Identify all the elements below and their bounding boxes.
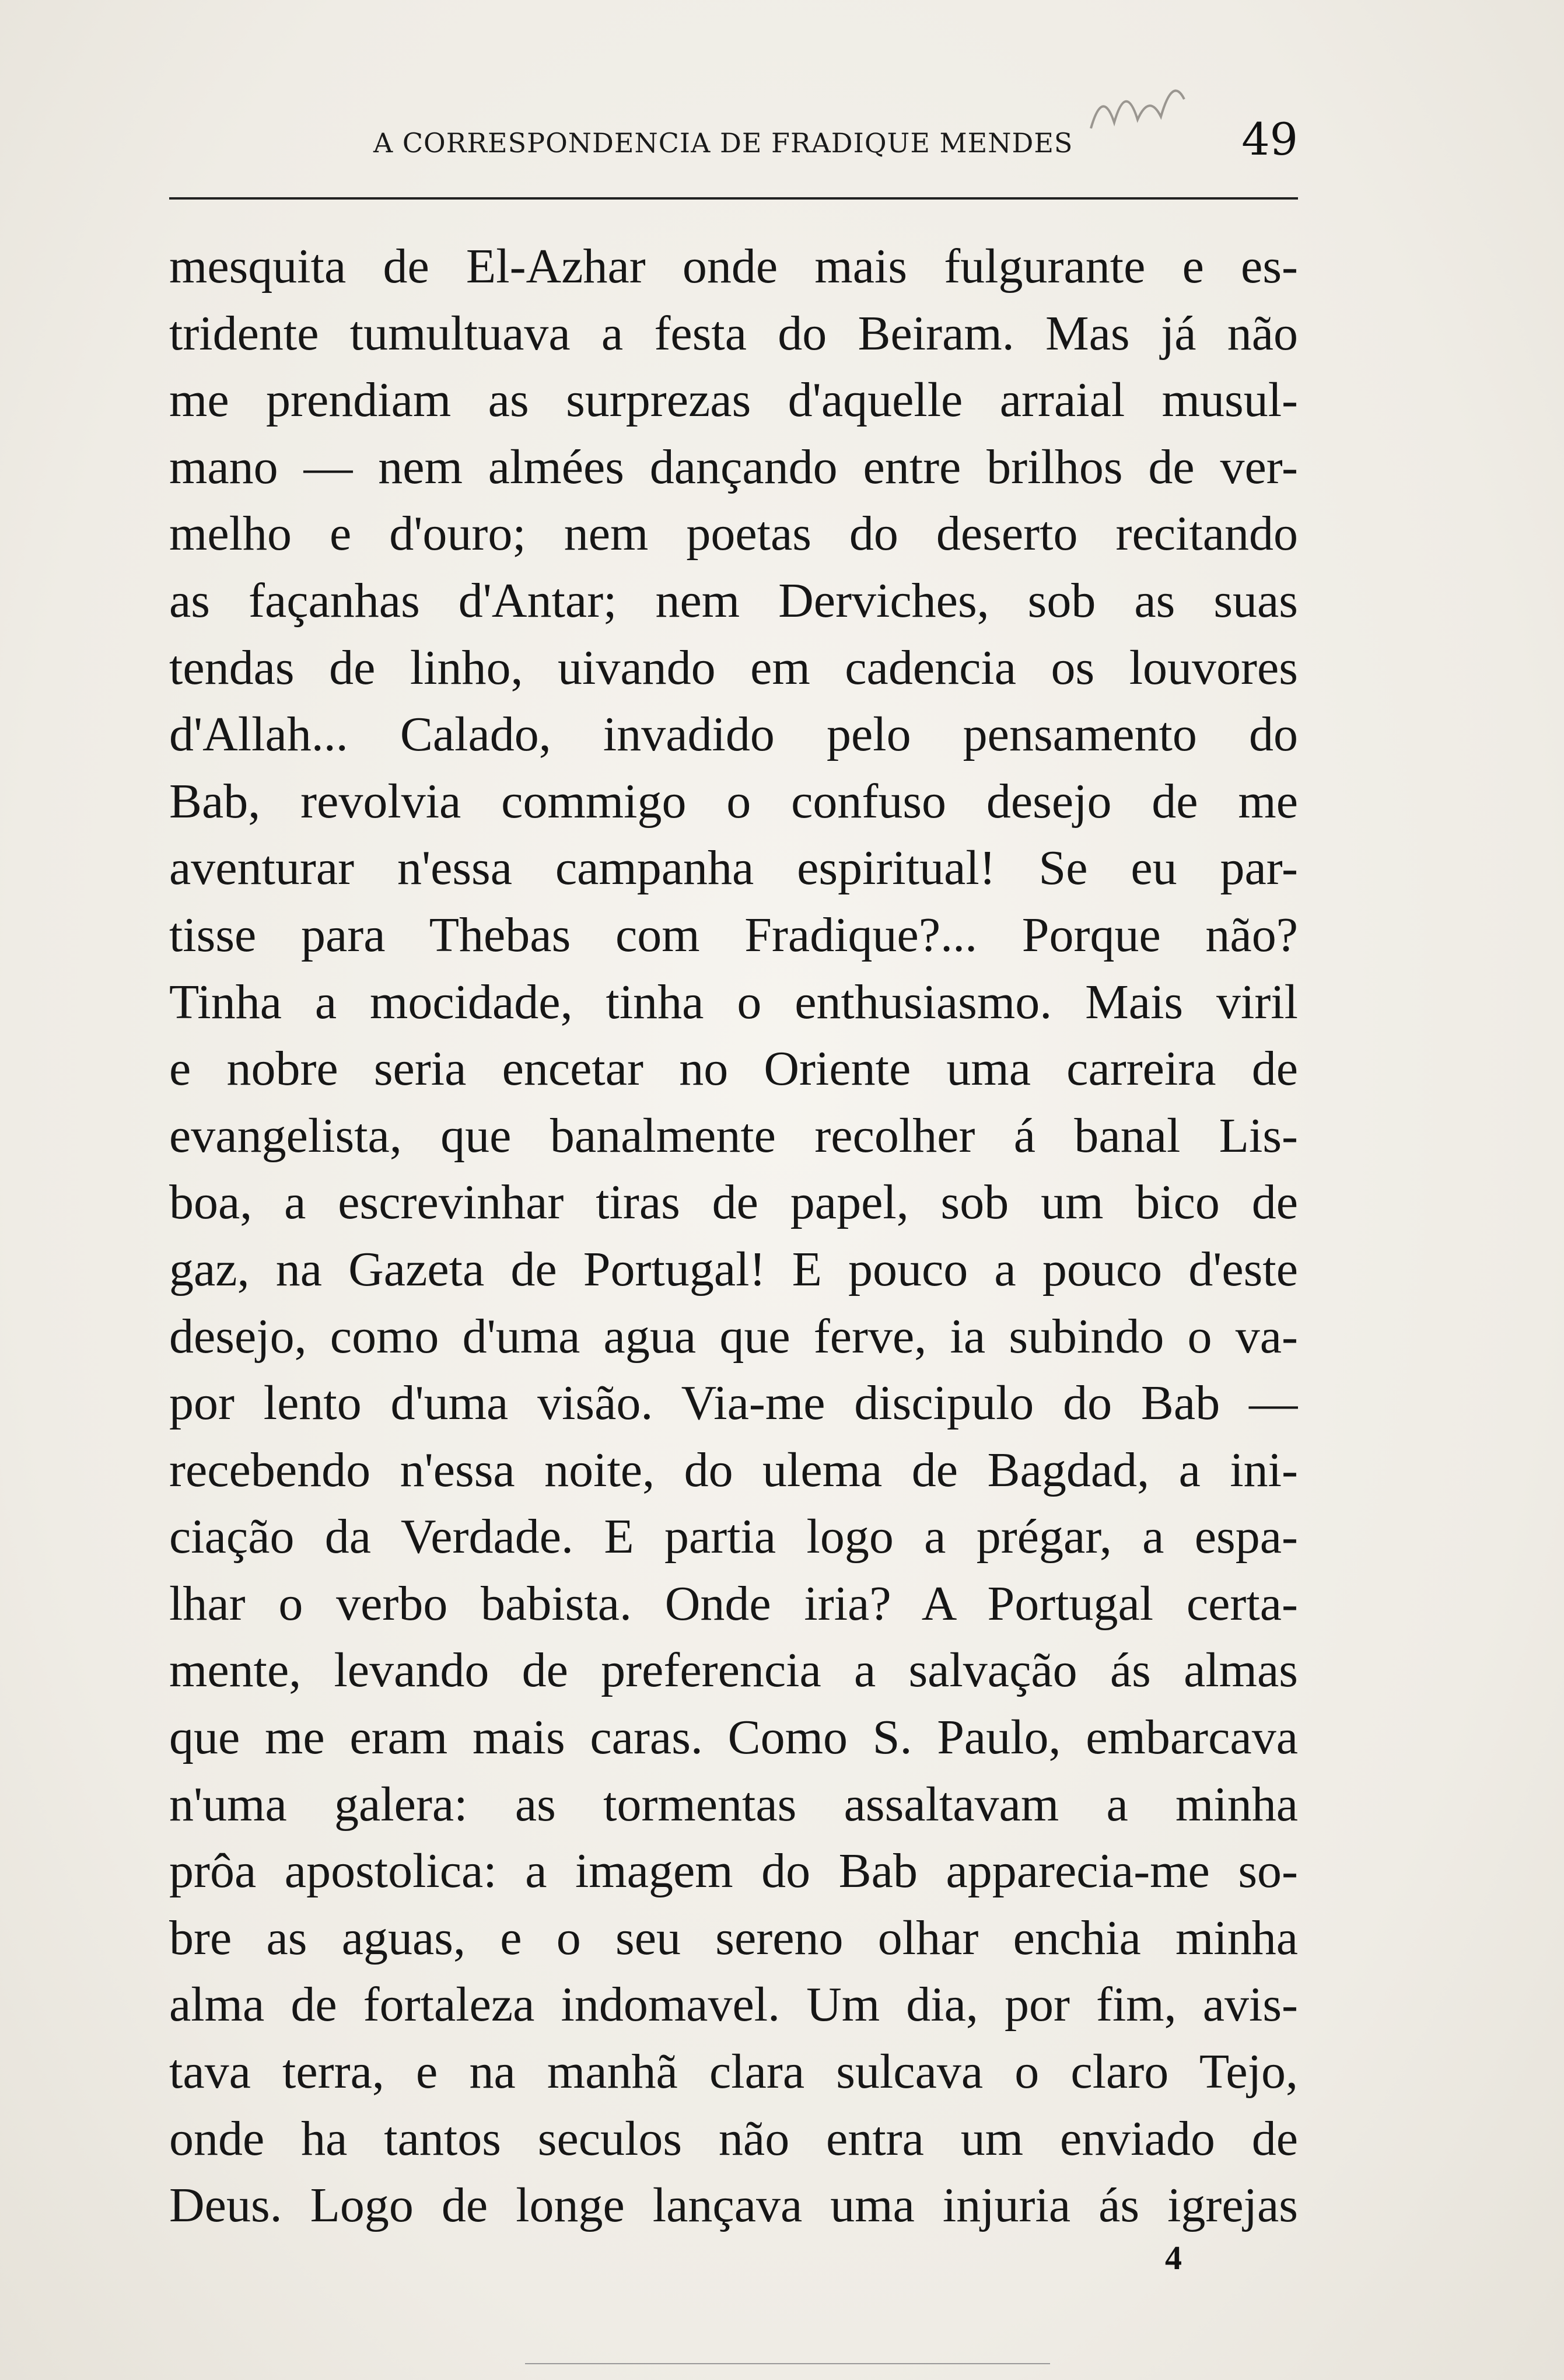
running-title: A CORRESPONDENCIA DE FRADIQUE MENDES: [373, 127, 1073, 159]
text-line: gaz, na Gazeta de Portugal! E pouco a pouco d'este: [169, 1242, 1298, 1296]
text-line: onde ha tantos seculos não entra um enviado de: [169, 2111, 1298, 2166]
text-line: Bab, revolvia commigo o confuso desejo de me: [169, 774, 1298, 829]
text-line: mano — nem almées dançando entre brilhos de ver-: [169, 439, 1298, 494]
page-number: 49: [1241, 113, 1298, 165]
text-line: ciação da Verdade. E partia logo a prégar, a espa-: [169, 1509, 1298, 1564]
bottom-edge-line: [525, 2363, 1050, 2364]
text-line: lhar o verbo babista. Onde iria? A Portugal certa-: [169, 1576, 1298, 1631]
text-line: mente, levando de preferencia a salvação ás almas: [169, 1643, 1298, 1698]
text-line: prôa apostolica: a imagem do Bab apparecia-me so-: [169, 1844, 1298, 1899]
text-line: que me eram mais caras. Como S. Paulo, embarcava: [169, 1710, 1298, 1765]
text-line: mesquita de El-Azhar onde mais fulgurante e es-: [169, 239, 1298, 293]
header-rule: [169, 197, 1298, 200]
text-line: evangelista, que banalmente recolher á banal Lis-: [169, 1108, 1298, 1163]
text-line: tisse para Thebas com Fradique?... Porque não?: [169, 907, 1298, 962]
page-header: [169, 111, 1298, 169]
signature-mark: 4: [1165, 2239, 1182, 2277]
text-line: d'Allah... Calado, invadido pelo pensamento do: [169, 707, 1298, 762]
body-text: [169, 233, 1298, 2239]
text-line: e nobre seria encetar no Oriente uma carreira de: [169, 1042, 1298, 1096]
text-line: tridente tumultuava a festa do Beiram. Mas já não: [169, 306, 1298, 361]
text-line: tendas de linho, uivando em cadencia os louvores: [169, 640, 1298, 695]
text-line: me prendiam as surprezas d'aquelle arraial musul-: [169, 373, 1298, 428]
text-line: tava terra, e na manhã clara sulcava o claro Tejo,: [169, 2045, 1298, 2099]
text-line: bre as aguas, e o seu sereno olhar enchia minha: [169, 1910, 1298, 1965]
text-line: recebendo n'essa noite, do ulema de Bagdad, a ini-: [169, 1442, 1298, 1497]
text-line: Deus. Logo de longe lançava uma injuria ás igrejas: [169, 2178, 1298, 2233]
text-line: melho e d'ouro; nem poetas do deserto recitando: [169, 506, 1298, 561]
text-line: as façanhas d'Antar; nem Derviches, sob as suas: [169, 573, 1298, 628]
text-line: desejo, como d'uma agua que ferve, ia subindo o va-: [169, 1309, 1298, 1364]
text-line: boa, a escrevinhar tiras de papel, sob um bico de: [169, 1175, 1298, 1230]
text-line: aventurar n'essa campanha espiritual! Se eu par-: [169, 841, 1298, 896]
text-line: Tinha a mocidade, tinha o enthusiasmo. Mais viril: [169, 974, 1298, 1029]
text-line: alma de fortaleza indomavel. Um dia, por fim, avis-: [169, 1977, 1298, 2032]
text-line: n'uma galera: as tormentas assaltavam a minha: [169, 1777, 1298, 1832]
text-line: por lento d'uma visão. Via-me discipulo do Bab —: [169, 1376, 1298, 1431]
